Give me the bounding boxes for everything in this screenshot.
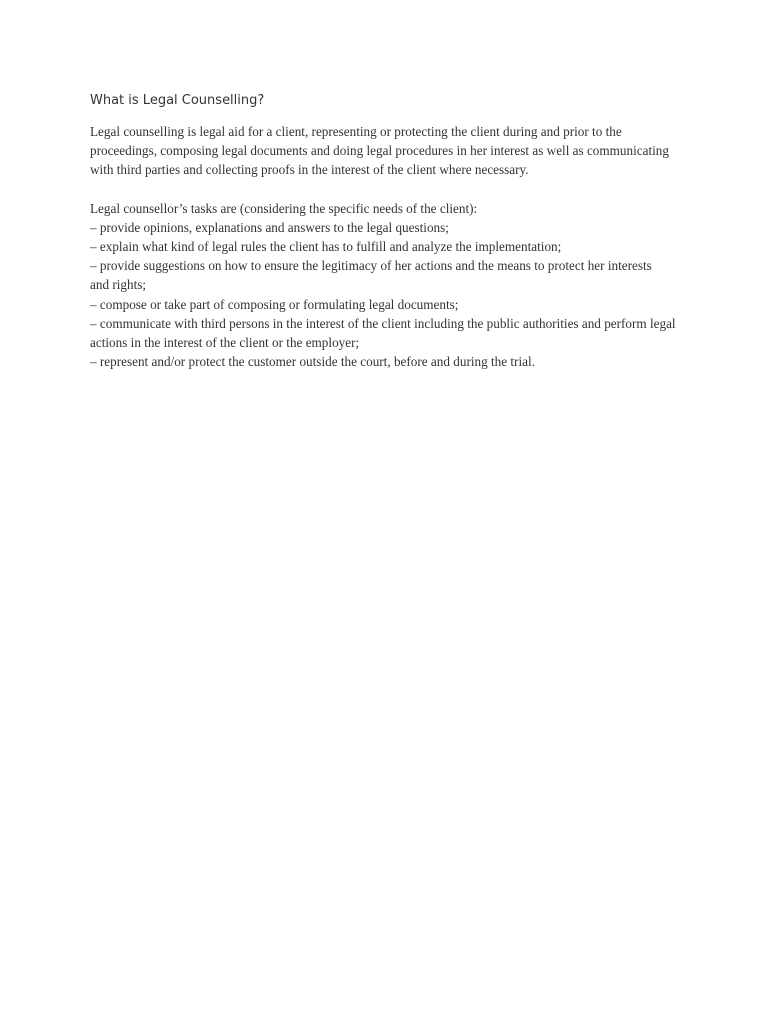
list-item: – provide suggestions on how to ensure the legitimacy of her actions and the means to protect her interests and rights;	[90, 258, 652, 293]
list-item: – represent and/or protect the customer outside the court, before and during the trial.	[90, 354, 535, 370]
tasks-list	[90, 218, 690, 372]
list-item: – explain what kind of legal rules the client has to fulfill and analyze the implementation;	[90, 239, 562, 255]
intro-paragraph: Legal counselling is legal aid for a client, representing or protecting the client during and prior to the proceedings, composing legal documents and doing legal procedures in her interest as well as communicating with third parties and collecting proofs in the interest of the client where necessary.	[90, 124, 669, 178]
list-item: – provide opinions, explanations and answers to the legal questions;	[90, 219, 449, 235]
document-heading: What is Legal Counselling?	[90, 93, 265, 108]
list-item: – communicate with third persons in the interest of the client including the public authorities and perform legal actions in the interest of the client or the employer;	[90, 315, 676, 351]
list-item: – compose or take part of composing or formulating legal documents;	[90, 296, 459, 312]
tasks-intro: Legal counsellor’s tasks are (considering the specific needs of the client):	[90, 200, 478, 216]
document-body	[90, 92, 690, 371]
